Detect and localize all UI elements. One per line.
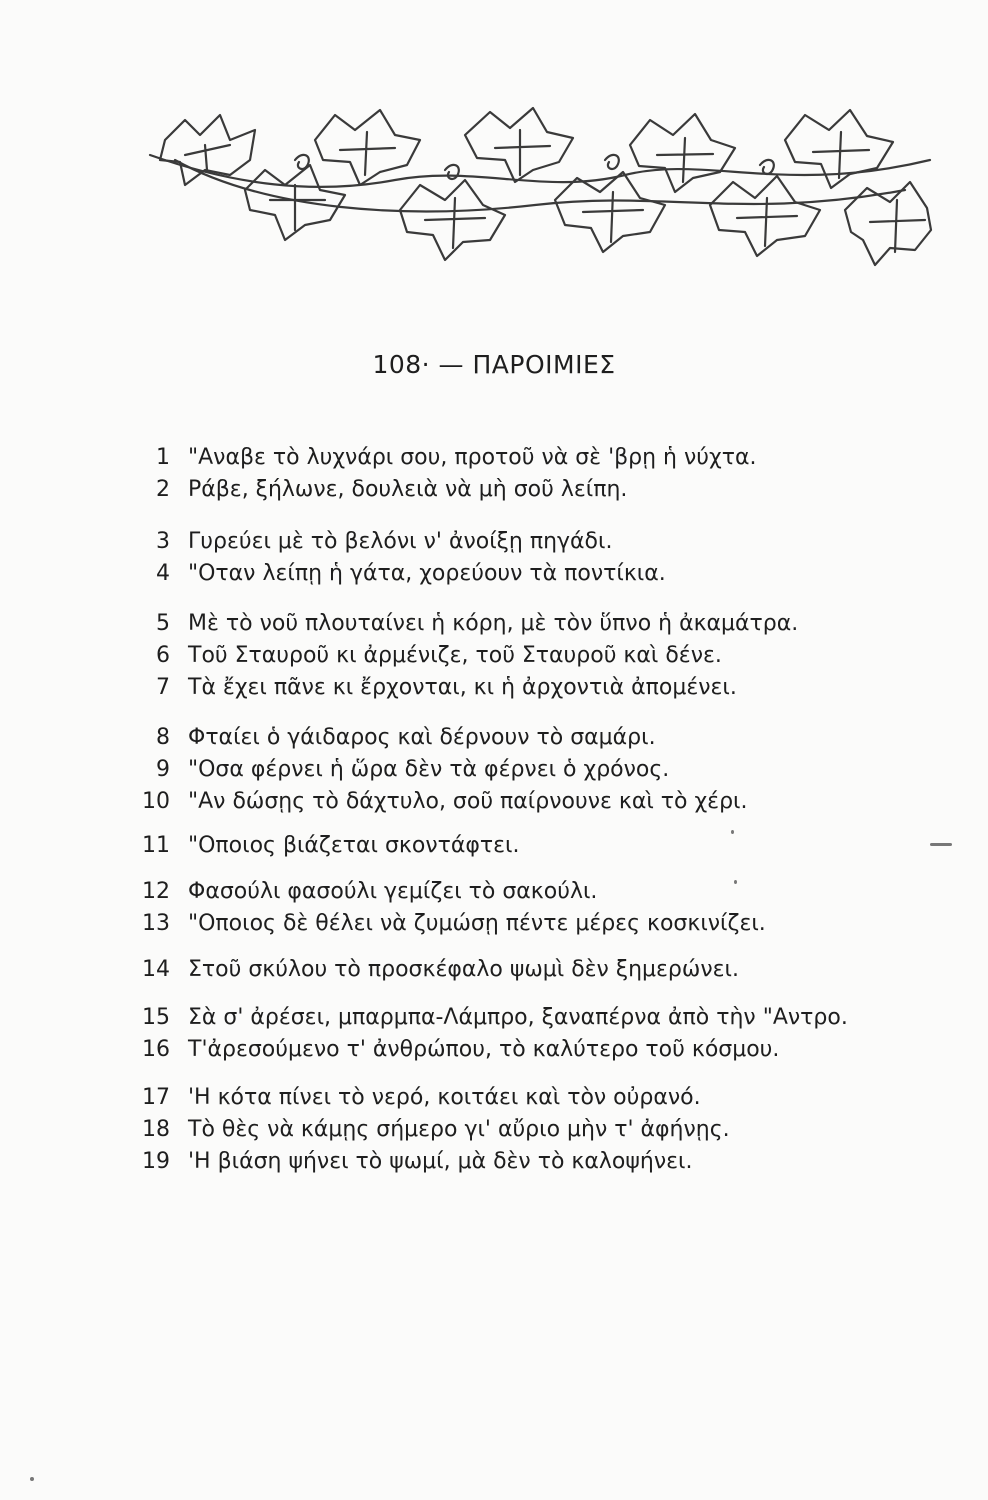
proverb-line [0, 720, 960, 756]
proverb-text: Φασούλι φασούλι γεμίζει τὸ σακούλι. [188, 879, 598, 904]
proverb-line [0, 784, 960, 820]
proverb-number: 12 [142, 879, 170, 904]
proverb-text: "Οταν λείπῃ ἡ γάτα, χορεύουν τὰ ποντίκια. [188, 561, 666, 586]
proverb-line [0, 874, 960, 910]
proverb-number: 5 [156, 611, 170, 636]
proverb-text: Στοῦ σκύλου τὸ προσκέφαλο ψωμὶ δὲν ξημερώνει. [188, 957, 739, 982]
proverb-line [0, 906, 960, 942]
proverb-text: 'Η βιάση ψήνει τὸ ψωμί, μὰ δὲν τὸ καλοψήνει. [188, 1149, 693, 1174]
proverb-number: 8 [156, 725, 170, 750]
proverb-number: 19 [142, 1149, 170, 1174]
proverb-number: 7 [156, 675, 170, 700]
proverb-text: "Οσα φέρνει ἡ ὥρα δὲν τὰ φέρνει ὁ χρόνος. [188, 757, 670, 782]
proverb-text: Τὰ ἔχει πᾶνε κι ἔρχονται, κι ἡ ἀρχοντιὰ ἀπομένει. [188, 675, 737, 700]
proverb-number: 16 [142, 1037, 170, 1062]
proverb-text: Τὸ θὲς νὰ κάμῃς σήμερο γι' αὔριο μὴν τ' ἀφήνῃς. [188, 1117, 730, 1142]
proverb-text: "Οποιος δὲ θέλει νὰ ζυμώσῃ πέντε μέρες κοσκινίζει. [188, 911, 766, 936]
proverb-number: 4 [156, 561, 170, 586]
proverb-line [0, 952, 960, 988]
proverb-line [0, 1000, 960, 1036]
proverb-line [0, 1144, 960, 1180]
proverb-text: "Αναβε τὸ λυχνάρι σου, προτοῦ νὰ σὲ 'βρῃ ἡ νύχτα. [188, 445, 757, 470]
proverb-line [0, 1032, 960, 1068]
proverb-text: Γυρεύει μὲ τὸ βελόνι ν' ἀνοίξῃ πηγάδι. [188, 529, 613, 554]
proverb-line [0, 606, 960, 642]
proverb-line [0, 440, 960, 476]
proverb-number: 15 [142, 1005, 170, 1030]
scan-speck [731, 830, 734, 834]
scan-speck [930, 843, 952, 846]
proverb-number: 10 [142, 789, 170, 814]
proverb-line [0, 524, 960, 560]
proverb-text: Σὰ σ' ἀρέσει, μπαρμπα-Λάμπρο, ξαναπέρνα ἀπὸ τὴν "Αντρο. [188, 1005, 848, 1030]
proverb-line [0, 556, 960, 592]
proverb-text: "Οποιος βιάζεται σκοντάφτει. [188, 833, 520, 858]
proverb-text: "Αν δώσῃς τὸ δάχτυλο, σοῦ παίρνουνε καὶ τὸ χέρι. [188, 789, 748, 814]
proverb-line [0, 670, 960, 706]
proverb-number: 14 [142, 957, 170, 982]
scan-speck [30, 1477, 34, 1481]
proverb-number: 9 [156, 757, 170, 782]
proverb-line [0, 472, 960, 508]
proverb-text: Ράβε, ξήλωνε, δουλειὰ νὰ μὴ σοῦ λείπη. [188, 477, 628, 502]
proverb-number: 1 [156, 445, 170, 470]
proverb-text: 'Η κότα πίνει τὸ νερό, κοιτάει καὶ τὸν οὐρανό. [188, 1085, 701, 1110]
proverb-number: 13 [142, 911, 170, 936]
proverb-text: Τ'ἀρεσούμενο τ' ἀνθρώπου, τὸ καλύτερο τοῦ κόσμου. [188, 1037, 780, 1062]
proverb-line [0, 752, 960, 788]
proverb-text: Μὲ τὸ νοῦ πλουταίνει ἡ κόρη, μὲ τὸν ὕπνο ἡ ἀκαμάτρα. [188, 611, 799, 636]
proverb-line [0, 1080, 960, 1116]
proverb-line [0, 1112, 960, 1148]
proverb-text: Φταίει ὁ γάιδαρος καὶ δέρνουν τὸ σαμάρι. [188, 725, 656, 750]
scan-speck [734, 880, 737, 884]
proverb-text: Τοῦ Σταυροῦ κι ἀρμένιζε, τοῦ Σταυροῦ καὶ δένε. [188, 643, 722, 668]
proverb-number: 18 [142, 1117, 170, 1142]
proverb-number: 3 [156, 529, 170, 554]
proverb-line [0, 638, 960, 674]
proverb-number: 17 [142, 1085, 170, 1110]
proverb-line [0, 828, 960, 864]
proverb-number: 2 [156, 477, 170, 502]
proverb-number: 6 [156, 643, 170, 668]
page-title: 108· — ΠΑΡΟΙΜΙΕΣ [372, 350, 616, 379]
proverb-number: 11 [142, 833, 170, 858]
